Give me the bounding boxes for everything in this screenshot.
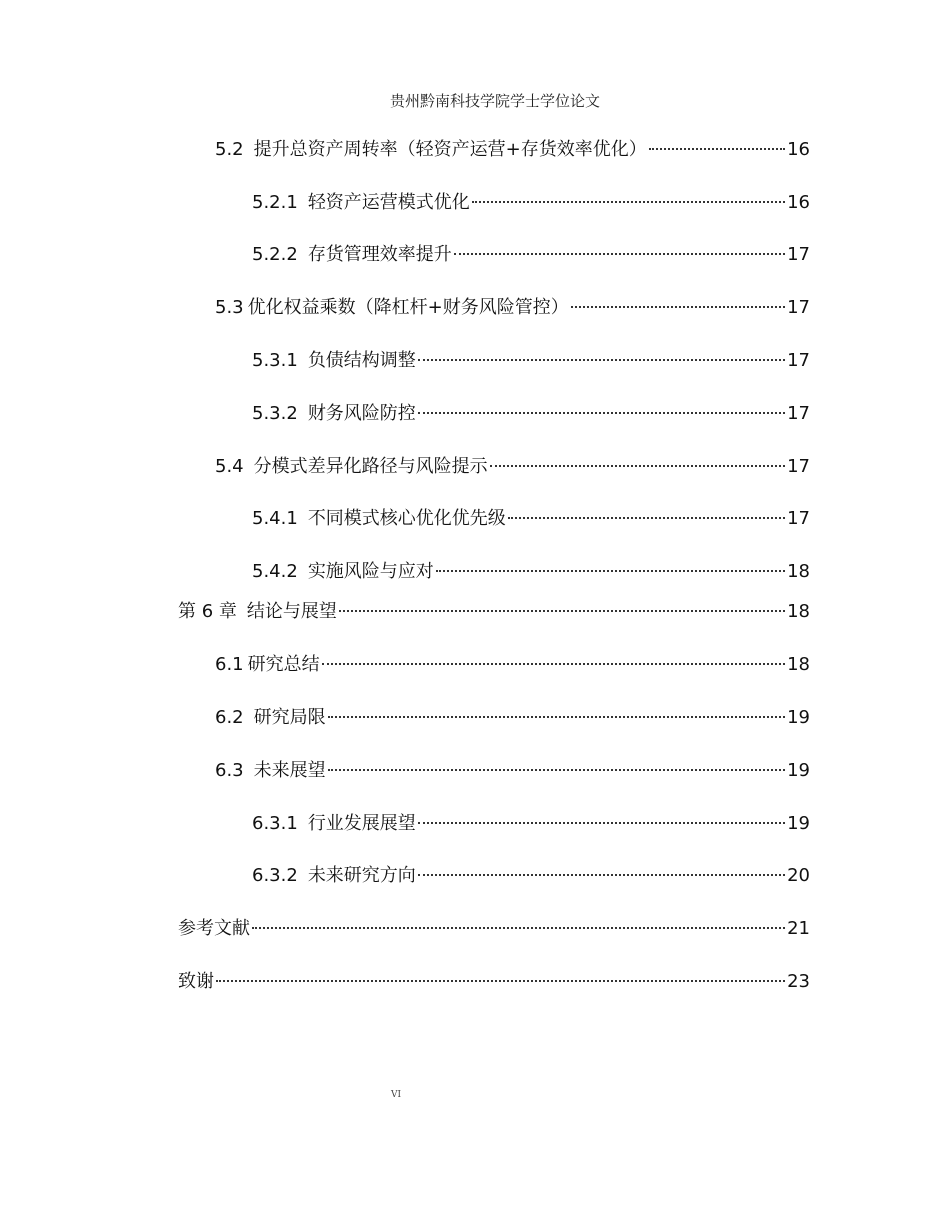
toc-entry[interactable]: [178, 601, 810, 623]
toc-dot-leader: [571, 306, 785, 308]
toc-entry-page: 17: [787, 244, 810, 265]
toc-entry[interactable]: [178, 918, 810, 940]
toc-dot-leader: [418, 874, 785, 876]
toc-entry-number: 5.2.1: [252, 192, 298, 213]
toc-entry[interactable]: [252, 865, 810, 887]
toc-entry-title: 参考文献: [178, 918, 250, 939]
toc-entry-title: 实施风险与应对: [307, 561, 434, 582]
toc-entry[interactable]: [252, 403, 810, 425]
toc-entry-page: 18: [787, 654, 810, 675]
toc-entry[interactable]: [252, 192, 810, 214]
toc-entry-number: 6.1: [215, 654, 244, 675]
toc-dot-leader: [436, 570, 785, 572]
toc-entry[interactable]: [252, 244, 810, 266]
toc-dot-leader: [418, 412, 785, 414]
toc-entry[interactable]: [252, 350, 810, 372]
toc-entry[interactable]: [215, 707, 810, 729]
toc-dot-leader: [328, 769, 785, 771]
toc-entry-title: 负债结构调整: [307, 350, 416, 371]
toc-entry-title: 未来展望: [253, 760, 326, 781]
toc-entry-page: 17: [787, 456, 810, 477]
toc-entry-page: 23: [787, 971, 810, 992]
toc-entry-title: 轻资产运营模式优化: [307, 192, 470, 213]
toc-entry-page: 20: [787, 865, 810, 886]
toc-dot-leader: [322, 663, 785, 665]
toc-entry-number: 6.3: [215, 760, 244, 781]
toc-dot-leader: [490, 465, 785, 467]
toc-entry-page: 21: [787, 918, 810, 939]
toc-entry-title: 未来研究方向: [307, 865, 416, 886]
toc-entry-number: 5.3: [215, 297, 244, 318]
toc-entry-page: 16: [787, 139, 810, 160]
toc-entry-number: 5.3.1: [252, 350, 298, 371]
toc-entry[interactable]: [252, 813, 810, 835]
toc-entry-title: 存货管理效率提升: [307, 244, 452, 265]
toc-entry-title: 研究局限: [253, 707, 326, 728]
toc-dot-leader: [252, 927, 785, 929]
toc-entry-number: 5.4.2: [252, 561, 298, 582]
toc-entry-title: 不同模式核心优化优先级: [307, 508, 506, 529]
toc-entry-number: 5.4.1: [252, 508, 298, 529]
toc-entry-page: 17: [787, 297, 810, 318]
toc-entry[interactable]: [215, 139, 810, 161]
toc-entry-page: 18: [787, 561, 810, 582]
toc-entry[interactable]: [215, 297, 810, 319]
toc-entry-number: 5.3.2: [252, 403, 298, 424]
toc-entry[interactable]: [252, 561, 810, 583]
toc-entry-page: 16: [787, 192, 810, 213]
toc-entry-page: 19: [787, 707, 810, 728]
toc-entry-page: 17: [787, 403, 810, 424]
toc-dot-leader: [418, 359, 785, 361]
toc-entry[interactable]: [252, 508, 810, 530]
toc-entry-number: 6.3.2: [252, 865, 298, 886]
toc-entry-title: 致谢: [178, 971, 214, 992]
toc-dot-leader: [508, 517, 785, 519]
toc-entry-title: 提升总资产周转率（轻资产运营+存货效率优化）: [253, 139, 647, 160]
page-header: 贵州黔南科技学院学士学位论文: [389, 92, 600, 110]
toc-dot-leader: [216, 980, 785, 982]
toc-entry-number: 5.4: [215, 456, 244, 477]
toc-dot-leader: [472, 201, 785, 203]
toc-dot-leader: [649, 148, 785, 150]
toc-entry-title: 行业发展展望: [307, 813, 416, 834]
toc-entry-page: 19: [787, 760, 810, 781]
toc-entry-title: 结论与展望: [246, 601, 337, 622]
toc-entry-page: 19: [787, 813, 810, 834]
toc-entry-title: 研究总结: [247, 654, 320, 675]
toc-dot-leader: [339, 610, 785, 612]
toc-entry-number: 6.3.1: [252, 813, 298, 834]
toc-dot-leader: [454, 253, 785, 255]
toc-entry[interactable]: [215, 654, 810, 676]
toc-entry[interactable]: [215, 760, 810, 782]
toc-entry[interactable]: [215, 456, 810, 478]
toc-entry-number: 5.2: [215, 139, 244, 160]
toc-dot-leader: [418, 822, 785, 824]
toc-entry-title: 优化权益乘数（降杠杆+财务风险管控）: [247, 297, 569, 318]
toc-entry-number: 第 6 章: [178, 601, 237, 622]
toc-entry-number: 6.2: [215, 707, 244, 728]
toc-entry-page: 17: [787, 350, 810, 371]
toc-entry-number: 5.2.2: [252, 244, 298, 265]
toc-entry-title: 财务风险防控: [307, 403, 416, 424]
toc-entry-page: 18: [787, 601, 810, 622]
toc-entry[interactable]: [178, 971, 810, 993]
toc-dot-leader: [328, 716, 785, 718]
toc-entry-page: 17: [787, 508, 810, 529]
toc-entry-title: 分模式差异化路径与风险提示: [253, 456, 488, 477]
page-number: VI: [391, 1090, 402, 1100]
